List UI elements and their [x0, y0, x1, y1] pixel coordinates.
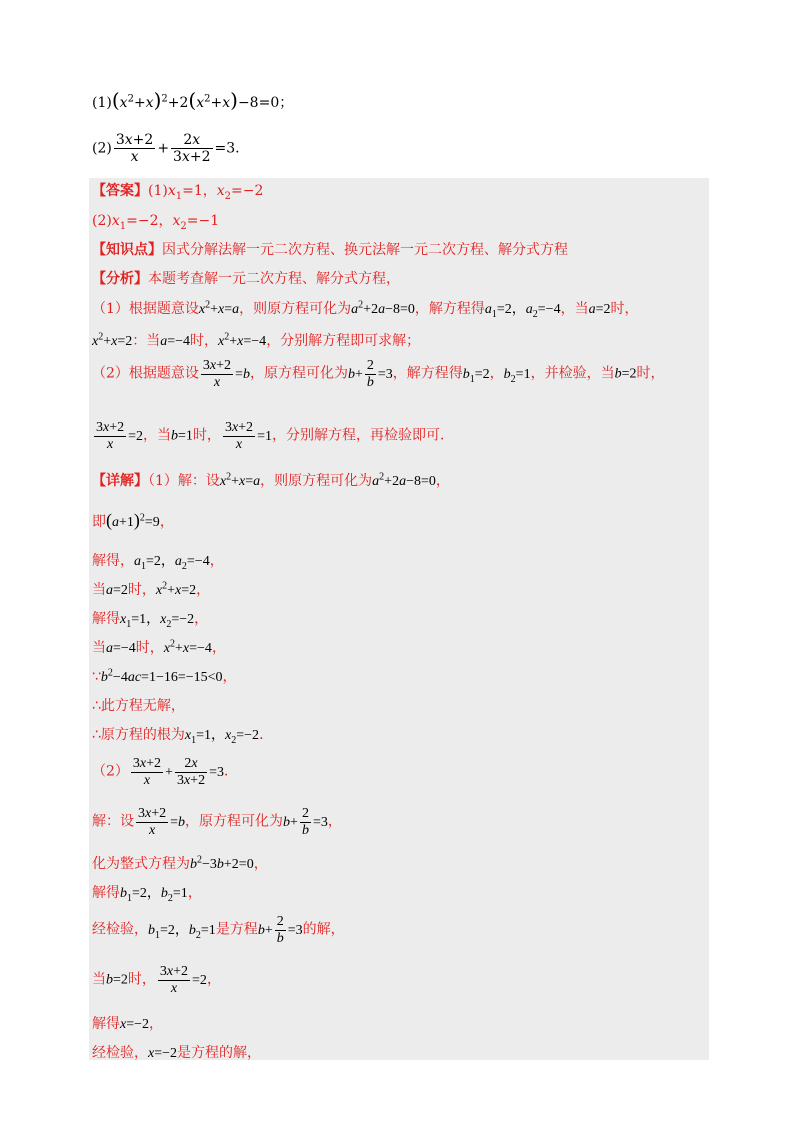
detail-line-11: 解：设 $\frac{3x+2}{x}$ =b，原方程可化为b+ $\frac{2}{b}$ =3， [92, 806, 342, 838]
detail-line-9: ∴原方程的根为$x_1=1$，$x_2=-2$． [92, 727, 274, 746]
analysis-line-2: （1）根据题意设$x^2+x=a$，则原方程可化为$a^2+2a-8=0$，解方程得$a_1=2$，$a_2=-4$，当a=2时， [92, 299, 639, 320]
detail-line-15: 当b=2时， $\frac{3x+2}{x}$ =2， [92, 964, 221, 996]
question-1: $(1)(x^2+x)^2+2(x^2+x)-8=0$； [92, 88, 294, 112]
analysis-line-3: $x^2+x=2$：当a=−4时，$x^2+x=-4$，分别解方程即可求解； [92, 331, 421, 349]
detail-line-14: 经检验，$b_1=2$，$b_2=1$是方程b+ $\frac{2}{b}$ =3的解， [92, 914, 345, 946]
knowledge-line: 【知识点】因式分解法解一元二次方程、换元法解一元二次方程、解分式方程 [92, 242, 568, 258]
detail-line-2: 即$(a+1)^2=9$， [92, 510, 174, 530]
detail-line-10: （2） $\frac{3x+2}{x}$ + $\frac{2x}{3x+2}$ =3． [92, 756, 238, 788]
detail-line-17: 经检验，x=−2是方程的解， [92, 1045, 262, 1061]
detail-line-16: 解得x=−2， [92, 1016, 164, 1032]
detail-line-1: 【详解】（1）解：设$x^2+x=a$，则原方程可化为$a^2+2a-8=0$， [92, 471, 450, 489]
detail-line-4: 当a=2时，$x^2+x=2$， [92, 580, 211, 598]
analysis-line-4: （2）根据题意设 $\frac{3x+2}{x}$ =b，原方程可化为b+ $\frac{2}{b}$ =3，解方程得$b_1=2$，$b_2=1$，并检验，当b=2时， [92, 358, 665, 390]
detail-line-5: 解得$x_1=1$，$x_2=-2$， [92, 611, 209, 630]
analysis-line: 【分析】本题考查解一元二次方程、解分式方程， [92, 271, 400, 287]
detail-line-6: 当a=−4时，$x^2+x=-4$， [92, 638, 226, 656]
analysis-line-5: $\frac{3x+2}{x}$ =2，当b=1时， $\frac{3x+2}{x}$ =1，分别解方程，再检验即可． [96, 420, 454, 452]
detail-line-12: 化为整式方程为$b^2-3b+2=0$， [92, 854, 268, 872]
answer-line-1: 【答案】$(1)x_1=1$，$x_2=-2$ [92, 183, 264, 202]
detail-line-13: 解得$b_1=2$，$b_2=1$， [92, 885, 202, 904]
question-2: (2) $\frac{3x+2}{x}$ + $\frac{2x}{3x+2}$ =3. [92, 132, 240, 165]
answer-line-2: $(2)x_1=-2$，$x_2=-1$ [92, 213, 220, 232]
detail-line-7: $\because b^2-4ac=1-16=-15<0$， [92, 667, 237, 685]
detail-line-3: 解得，$a_1=2$，$a_2=-4$， [92, 553, 224, 572]
detail-line-8: ∴此方程无解， [92, 698, 185, 714]
